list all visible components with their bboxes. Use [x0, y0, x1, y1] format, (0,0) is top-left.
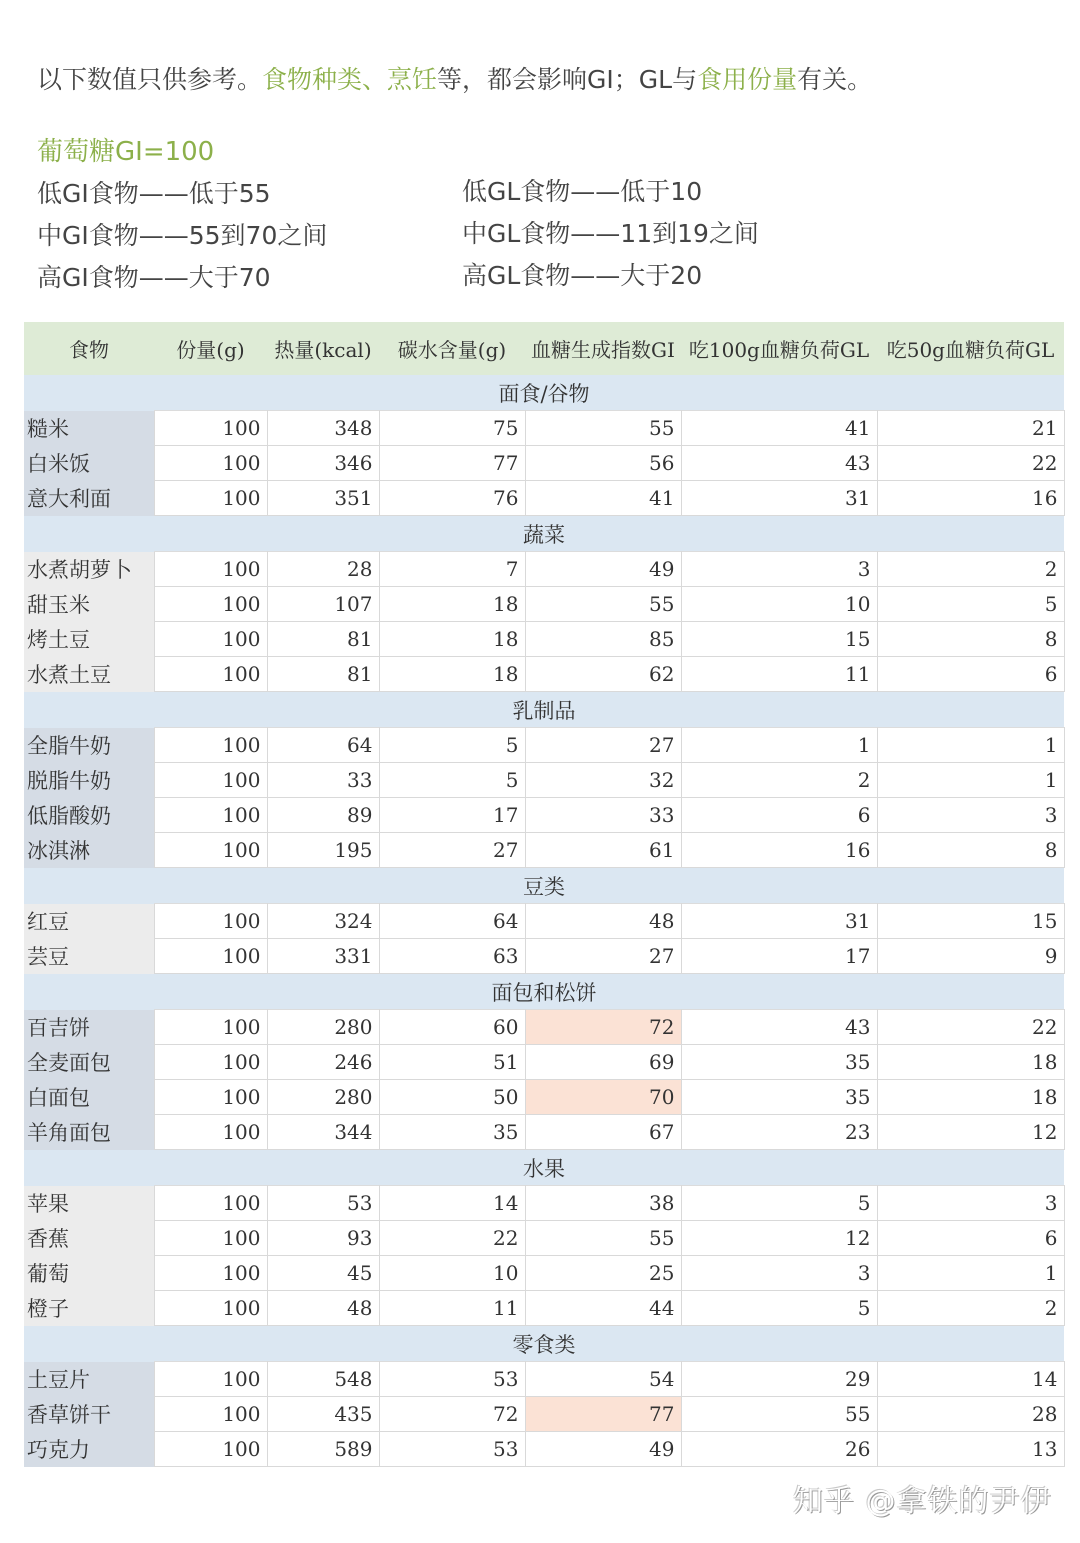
gl100-cell: 16: [681, 833, 877, 868]
amount-cell: 100: [154, 1010, 267, 1045]
gi-levels-legend: [37, 174, 327, 300]
carbs-cell: 53: [379, 1362, 525, 1397]
kcal-cell: 33: [267, 763, 379, 798]
kcal-cell: 81: [267, 657, 379, 692]
gl100-cell: 35: [681, 1080, 877, 1115]
gi-cell: 49: [525, 1432, 681, 1467]
header-gl100: 吃100g血糖负荷GL: [681, 322, 877, 375]
food-name-cell: 意大利面: [24, 481, 154, 516]
gi-cell: 70: [525, 1080, 681, 1115]
gl-level-high: 高GL食物——大于20: [462, 261, 703, 290]
kcal-cell: 28: [267, 552, 379, 587]
gl-levels-legend: [462, 172, 759, 298]
amount-cell: 100: [154, 446, 267, 481]
food-name-cell: 葡萄: [24, 1256, 154, 1291]
amount-cell: 100: [154, 1221, 267, 1256]
gi-cell: 56: [525, 446, 681, 481]
gi-cell: 25: [525, 1256, 681, 1291]
category-label: 水果: [24, 1150, 1064, 1186]
table-row: [24, 1010, 1064, 1045]
gl50-cell: 1: [877, 1256, 1064, 1291]
kcal-cell: 64: [267, 728, 379, 763]
gl50-cell: 6: [877, 657, 1064, 692]
gi-cell: 33: [525, 798, 681, 833]
food-name-cell: 低脂酸奶: [24, 798, 154, 833]
gl50-cell: 12: [877, 1115, 1064, 1150]
table-row: [24, 1186, 1064, 1221]
gi-cell: 55: [525, 411, 681, 446]
food-name-cell: 糙米: [24, 411, 154, 446]
carbs-cell: 7: [379, 552, 525, 587]
category-row: [24, 868, 1064, 904]
gi-cell: 62: [525, 657, 681, 692]
gi-cell: 44: [525, 1291, 681, 1326]
category-row: [24, 1326, 1064, 1362]
carbs-cell: 63: [379, 939, 525, 974]
carbs-cell: 18: [379, 657, 525, 692]
gi-cell: 38: [525, 1186, 681, 1221]
food-name-cell: 香蕉: [24, 1221, 154, 1256]
gi-cell: 32: [525, 763, 681, 798]
gl50-cell: 8: [877, 833, 1064, 868]
food-name-cell: 全麦面包: [24, 1045, 154, 1080]
table-header-row: [24, 322, 1064, 375]
food-name-cell: 百吉饼: [24, 1010, 154, 1045]
kcal-cell: 53: [267, 1186, 379, 1221]
gi-cell: 27: [525, 728, 681, 763]
amount-cell: 100: [154, 798, 267, 833]
carbs-cell: 72: [379, 1397, 525, 1432]
kcal-cell: 93: [267, 1221, 379, 1256]
gl100-cell: 31: [681, 481, 877, 516]
gl100-cell: 5: [681, 1186, 877, 1221]
food-name-cell: 巧克力: [24, 1432, 154, 1467]
gi-level-low: 低GI食物——低于55: [37, 179, 271, 208]
food-name-cell: 苹果: [24, 1186, 154, 1221]
kcal-cell: 280: [267, 1010, 379, 1045]
amount-cell: 100: [154, 552, 267, 587]
amount-cell: 100: [154, 1291, 267, 1326]
carbs-cell: 35: [379, 1115, 525, 1150]
table-row: [24, 798, 1064, 833]
gi-cell: 49: [525, 552, 681, 587]
gl-level-medium: 中GL食物——11到19之间: [462, 219, 759, 248]
kcal-cell: 351: [267, 481, 379, 516]
gi-cell: 77: [525, 1397, 681, 1432]
gi-level-medium: 中GI食物——55到70之间: [37, 221, 328, 250]
gi-gl-table: [24, 322, 1065, 1467]
amount-cell: 100: [154, 1397, 267, 1432]
gl50-cell: 16: [877, 481, 1064, 516]
amount-cell: 100: [154, 763, 267, 798]
gl50-cell: 22: [877, 1010, 1064, 1045]
amount-cell: 100: [154, 657, 267, 692]
food-name-cell: 红豆: [24, 904, 154, 939]
gl50-cell: 15: [877, 904, 1064, 939]
gl100-cell: 2: [681, 763, 877, 798]
amount-cell: 100: [154, 411, 267, 446]
carbs-cell: 14: [379, 1186, 525, 1221]
header-kcal: 热量(kcal): [267, 322, 379, 375]
gl50-cell: 2: [877, 1291, 1064, 1326]
food-name-cell: 水煮土豆: [24, 657, 154, 692]
gl50-cell: 5: [877, 587, 1064, 622]
category-row: [24, 974, 1064, 1010]
amount-cell: 100: [154, 1186, 267, 1221]
amount-cell: 100: [154, 904, 267, 939]
gi-cell: 27: [525, 939, 681, 974]
gi-cell: 55: [525, 587, 681, 622]
kcal-cell: 324: [267, 904, 379, 939]
gl50-cell: 8: [877, 622, 1064, 657]
amount-cell: 100: [154, 587, 267, 622]
amount-cell: 100: [154, 1115, 267, 1150]
gl50-cell: 21: [877, 411, 1064, 446]
carbs-cell: 64: [379, 904, 525, 939]
table-body: [24, 375, 1064, 1467]
table-row: [24, 411, 1064, 446]
gl50-cell: 18: [877, 1045, 1064, 1080]
table-row: [24, 552, 1064, 587]
kcal-cell: 81: [267, 622, 379, 657]
gl100-cell: 5: [681, 1291, 877, 1326]
carbs-cell: 51: [379, 1045, 525, 1080]
gi-cell: 85: [525, 622, 681, 657]
carbs-cell: 76: [379, 481, 525, 516]
amount-cell: 100: [154, 1432, 267, 1467]
amount-cell: 100: [154, 622, 267, 657]
gl50-cell: 22: [877, 446, 1064, 481]
gl50-cell: 6: [877, 1221, 1064, 1256]
carbs-cell: 10: [379, 1256, 525, 1291]
header-carbs: 碳水含量(g): [379, 322, 525, 375]
gl50-cell: 13: [877, 1432, 1064, 1467]
food-name-cell: 白面包: [24, 1080, 154, 1115]
gi-cell: 55: [525, 1221, 681, 1256]
food-name-cell: 冰淇淋: [24, 833, 154, 868]
intro-text: 有关。: [797, 65, 873, 94]
table-row: [24, 1397, 1064, 1432]
table-row: [24, 446, 1064, 481]
gl100-cell: 55: [681, 1397, 877, 1432]
kcal-cell: 48: [267, 1291, 379, 1326]
gi-cell: 48: [525, 904, 681, 939]
carbs-cell: 50: [379, 1080, 525, 1115]
amount-cell: 100: [154, 1080, 267, 1115]
gl50-cell: 18: [877, 1080, 1064, 1115]
kcal-cell: 89: [267, 798, 379, 833]
carbs-cell: 5: [379, 763, 525, 798]
amount-cell: 100: [154, 728, 267, 763]
intro-note: [37, 62, 872, 98]
gl100-cell: 15: [681, 622, 877, 657]
kcal-cell: 346: [267, 446, 379, 481]
table-row: [24, 587, 1064, 622]
table-row: [24, 622, 1064, 657]
table-row: [24, 939, 1064, 974]
food-name-cell: 烤土豆: [24, 622, 154, 657]
food-name-cell: 甜玉米: [24, 587, 154, 622]
category-row: [24, 516, 1064, 552]
category-label: 面食/谷物: [24, 375, 1064, 411]
table-row: [24, 763, 1064, 798]
table-row: [24, 1291, 1064, 1326]
amount-cell: 100: [154, 1362, 267, 1397]
kcal-cell: 246: [267, 1045, 379, 1080]
gl100-cell: 11: [681, 657, 877, 692]
carbs-cell: 60: [379, 1010, 525, 1045]
kcal-cell: 589: [267, 1432, 379, 1467]
kcal-cell: 280: [267, 1080, 379, 1115]
food-name-cell: 水煮胡萝卜: [24, 552, 154, 587]
food-name-cell: 全脂牛奶: [24, 728, 154, 763]
gi-cell: 61: [525, 833, 681, 868]
header-amount: 份量(g): [154, 322, 267, 375]
amount-cell: 100: [154, 1256, 267, 1291]
kcal-cell: 348: [267, 411, 379, 446]
carbs-cell: 75: [379, 411, 525, 446]
table-row: [24, 1432, 1064, 1467]
category-label: 蔬菜: [24, 516, 1064, 552]
gl100-cell: 31: [681, 904, 877, 939]
food-name-cell: 橙子: [24, 1291, 154, 1326]
carbs-cell: 77: [379, 446, 525, 481]
gl50-cell: 2: [877, 552, 1064, 587]
kcal-cell: 107: [267, 587, 379, 622]
gl100-cell: 29: [681, 1362, 877, 1397]
gl100-cell: 23: [681, 1115, 877, 1150]
amount-cell: 100: [154, 481, 267, 516]
gl50-cell: 1: [877, 728, 1064, 763]
carbs-cell: 11: [379, 1291, 525, 1326]
gl100-cell: 3: [681, 1256, 877, 1291]
kcal-cell: 548: [267, 1362, 379, 1397]
food-name-cell: 羊角面包: [24, 1115, 154, 1150]
gl100-cell: 12: [681, 1221, 877, 1256]
gl50-cell: 1: [877, 763, 1064, 798]
intro-text: 以下数值只供参考。: [37, 65, 263, 94]
category-row: [24, 1150, 1064, 1186]
table-row: [24, 1045, 1064, 1080]
category-label: 豆类: [24, 868, 1064, 904]
food-name-cell: 土豆片: [24, 1362, 154, 1397]
gl-level-low: 低GL食物——低于10: [462, 177, 703, 206]
header-food: 食物: [24, 322, 154, 375]
gi-cell: 67: [525, 1115, 681, 1150]
gl50-cell: 3: [877, 798, 1064, 833]
table-row: [24, 833, 1064, 868]
table-row: [24, 728, 1064, 763]
gl50-cell: 14: [877, 1362, 1064, 1397]
amount-cell: 100: [154, 939, 267, 974]
table-row: [24, 1115, 1064, 1150]
carbs-cell: 18: [379, 587, 525, 622]
kcal-cell: 45: [267, 1256, 379, 1291]
gl100-cell: 41: [681, 411, 877, 446]
kcal-cell: 435: [267, 1397, 379, 1432]
kcal-cell: 331: [267, 939, 379, 974]
gl100-cell: 43: [681, 1010, 877, 1045]
header-gl50: 吃50g血糖负荷GL: [877, 322, 1064, 375]
food-name-cell: 脱脂牛奶: [24, 763, 154, 798]
category-label: 面包和松饼: [24, 974, 1064, 1010]
gi-cell: 69: [525, 1045, 681, 1080]
category-label: 乳制品: [24, 692, 1064, 728]
table-row: [24, 1221, 1064, 1256]
gi-cell: 54: [525, 1362, 681, 1397]
category-row: [24, 692, 1064, 728]
gl100-cell: 26: [681, 1432, 877, 1467]
gl50-cell: 28: [877, 1397, 1064, 1432]
food-name-cell: 芸豆: [24, 939, 154, 974]
intro-highlight: 食物种类、烹饪: [262, 65, 438, 94]
gl100-cell: 3: [681, 552, 877, 587]
intro-highlight: 食用份量: [697, 65, 798, 94]
table-row: [24, 904, 1064, 939]
amount-cell: 100: [154, 833, 267, 868]
watermark: 知乎 @拿铁的尹伊: [793, 1484, 1052, 1519]
carbs-cell: 17: [379, 798, 525, 833]
table-row: [24, 657, 1064, 692]
gl100-cell: 43: [681, 446, 877, 481]
gl100-cell: 17: [681, 939, 877, 974]
table-row: [24, 1080, 1064, 1115]
food-name-cell: 香草饼干: [24, 1397, 154, 1432]
intro-text: 等，都会影响GI；GL与: [437, 65, 698, 94]
category-row: [24, 375, 1064, 411]
carbs-cell: 22: [379, 1221, 525, 1256]
gi-cell: 72: [525, 1010, 681, 1045]
gl100-cell: 10: [681, 587, 877, 622]
table-row: [24, 481, 1064, 516]
carbs-cell: 18: [379, 622, 525, 657]
gl50-cell: 3: [877, 1186, 1064, 1221]
gi-level-high: 高GI食物——大于70: [37, 263, 271, 292]
carbs-cell: 5: [379, 728, 525, 763]
gl100-cell: 35: [681, 1045, 877, 1080]
table-row: [24, 1362, 1064, 1397]
category-label: 零食类: [24, 1326, 1064, 1362]
food-name-cell: 白米饭: [24, 446, 154, 481]
gl100-cell: 6: [681, 798, 877, 833]
amount-cell: 100: [154, 1045, 267, 1080]
glucose-reference: 葡萄糖GI=100: [37, 137, 215, 167]
carbs-cell: 27: [379, 833, 525, 868]
gi-cell: 41: [525, 481, 681, 516]
table-row: [24, 1256, 1064, 1291]
kcal-cell: 195: [267, 833, 379, 868]
kcal-cell: 344: [267, 1115, 379, 1150]
gl50-cell: 9: [877, 939, 1064, 974]
carbs-cell: 53: [379, 1432, 525, 1467]
header-gi: 血糖生成指数GI: [525, 322, 681, 375]
gl100-cell: 1: [681, 728, 877, 763]
